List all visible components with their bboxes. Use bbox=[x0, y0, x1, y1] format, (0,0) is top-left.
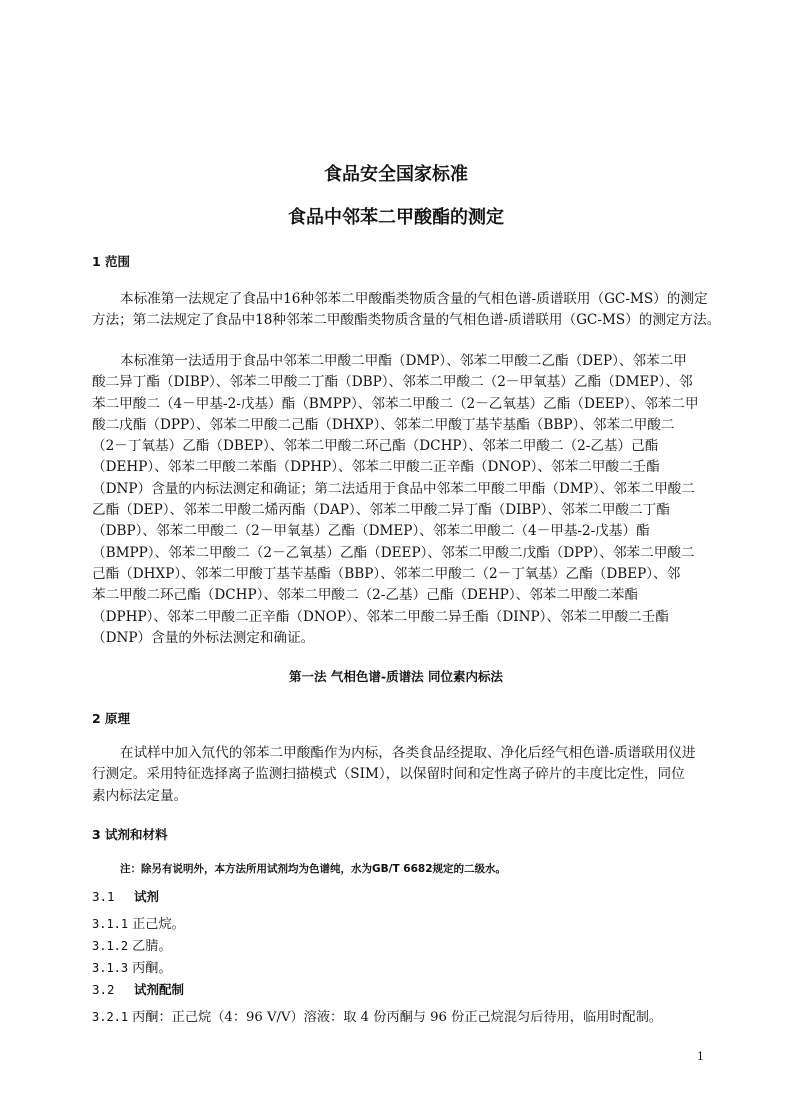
page-number: 1 bbox=[697, 1050, 704, 1063]
section-heading-reagents: 3 试剂和材料 bbox=[92, 827, 168, 842]
item-number: 3.1.1 bbox=[92, 917, 129, 931]
reagent-note: 注：除另有说明外，本方法所用试剂均为色谱纯，水为GB/T 6682规定的二级水。 bbox=[120, 863, 506, 875]
text-line: 己酯（DHXP）、邻苯二甲酸丁基苄基酯（BBP）、邻苯二甲酸二（2－丁氧基）乙酯（DBEP）、邻 bbox=[92, 565, 681, 582]
text-line: 行测定。采用特征选择离子监测扫描模式（SIM），以保留时间和定性离子碎片的丰度比定性，同位 bbox=[92, 766, 685, 783]
item-number: 3.1.2 bbox=[92, 939, 129, 953]
text-line: 本标准第一法适用于食品中邻苯二甲酸二甲酯（DMP）、邻苯二甲酸二乙酯（DEP）、邻苯二甲 bbox=[120, 353, 687, 369]
reagent-item bbox=[92, 957, 172, 976]
subsection-number: 3.2 bbox=[92, 982, 115, 997]
subsection-title: 试剂 bbox=[134, 889, 160, 904]
standard-title: 食品安全国家标准 bbox=[324, 164, 468, 185]
text-line: （BMPP）、邻苯二甲酸二（2－乙氧基）乙酯（DEEP）、邻苯二甲酸二戊酯（DPP）、邻苯二甲酸二 bbox=[92, 544, 695, 561]
text-line: （DEHP）、邻苯二甲酸二苯酯（DPHP）、邻苯二甲酸二正辛酯（DNOP）、邻苯二甲酸二壬酯 bbox=[92, 459, 660, 476]
section-heading-principle: 2 原理 bbox=[92, 711, 131, 726]
method-heading: 第一法 气相色谱-质谱法 同位素内标法 bbox=[289, 669, 503, 684]
item-text: 乙腈。 bbox=[132, 939, 172, 954]
text-line: 方法；第二法规定了食品中18种邻苯二甲酸酯类物质含量的气相色谱-质谱联用（GC-MS）的测定方法。 bbox=[92, 312, 721, 329]
text-line: 酸二异丁酯（DIBP）、邻苯二甲酸二丁酯（DBP）、邻苯二甲酸二（2－甲氧基）乙酯（DMEP）、邻 bbox=[92, 374, 693, 391]
text-line: （DBP）、邻苯二甲酸二（2－甲氧基）乙酯（DMEP）、邻苯二甲酸二（4－甲基-2-戊基）酯 bbox=[92, 523, 650, 540]
text-line: （2－丁氧基）乙酯（DBEP）、邻苯二甲酸二环己酯（DCHP）、邻苯二甲酸二（2-乙基）己酯 bbox=[92, 438, 659, 455]
text-line: （DPHP）、邻苯二甲酸二正辛酯（DNOP）、邻苯二甲酸二异壬酯（DINP）、邻苯二甲酸二壬酯 bbox=[92, 608, 669, 625]
subsection-number: 3.1 bbox=[92, 889, 115, 904]
text-line: 素内标法定量。 bbox=[92, 787, 188, 804]
text-line: （DNP）含量的内标法测定和确证；第二法适用于食品中邻苯二甲酸二甲酯（DMP）、邻苯二甲酸二 bbox=[92, 480, 695, 497]
text-line: 乙酯（DEP）、邻苯二甲酸二烯丙酯（DAP）、邻苯二甲酸二异丁酯（DIBP）、邻苯二甲酸二丁酯 bbox=[92, 502, 670, 519]
section-heading-scope: 1 范围 bbox=[92, 254, 131, 269]
item-number: 3.2.1 bbox=[92, 1010, 129, 1024]
item-text: 丙酮：正己烷（4：96 V/V）溶液：取 4 份丙酮与 96 份正己烷混匀后待用，临用时配制。 bbox=[132, 1010, 663, 1025]
scope-paragraph-1 bbox=[92, 289, 724, 332]
subsection-3-1 bbox=[92, 887, 159, 905]
reagent-item bbox=[92, 935, 172, 954]
text-line: 在试样中加入氘代的邻苯二甲酸酯作为内标，各类食品经提取、净化后经气相色谱-质谱联用仪进 bbox=[120, 745, 696, 761]
reagent-item bbox=[92, 913, 185, 932]
document-title: 食品中邻苯二甲酸酯的测定 bbox=[288, 207, 504, 228]
item-number: 3.1.3 bbox=[92, 961, 129, 975]
text-line: 本标准第一法规定了食品中16种邻苯二甲酸酯类物质含量的气相色谱-质谱联用（GC-MS）的测定 bbox=[120, 291, 708, 307]
item-text: 丙酮。 bbox=[132, 961, 172, 976]
reagent-item bbox=[92, 1006, 662, 1025]
text-line: 酸二戊酯（DPP）、邻苯二甲酸二己酯（DHXP）、邻苯二甲酸丁基苄基酯（BBP）、邻苯二甲酸二 bbox=[92, 416, 675, 433]
principle-paragraph bbox=[92, 743, 724, 807]
subsection-3-2 bbox=[92, 980, 184, 998]
text-line: （DNP）含量的外标法测定和确证。 bbox=[92, 629, 315, 646]
text-line: 苯二甲酸二环己酯（DCHP）、邻苯二甲酸二（2-乙基）己酯（DEHP）、邻苯二甲酸二苯酯 bbox=[92, 587, 638, 604]
scope-paragraph-2 bbox=[92, 351, 724, 649]
item-text: 正己烷。 bbox=[132, 917, 185, 932]
subsection-title: 试剂配制 bbox=[134, 982, 185, 997]
text-line: 苯二甲酸二（4－甲基-2-戊基）酯（BMPP）、邻苯二甲酸二（2－乙氧基）乙酯（DEEP）、邻苯二甲 bbox=[92, 395, 699, 412]
